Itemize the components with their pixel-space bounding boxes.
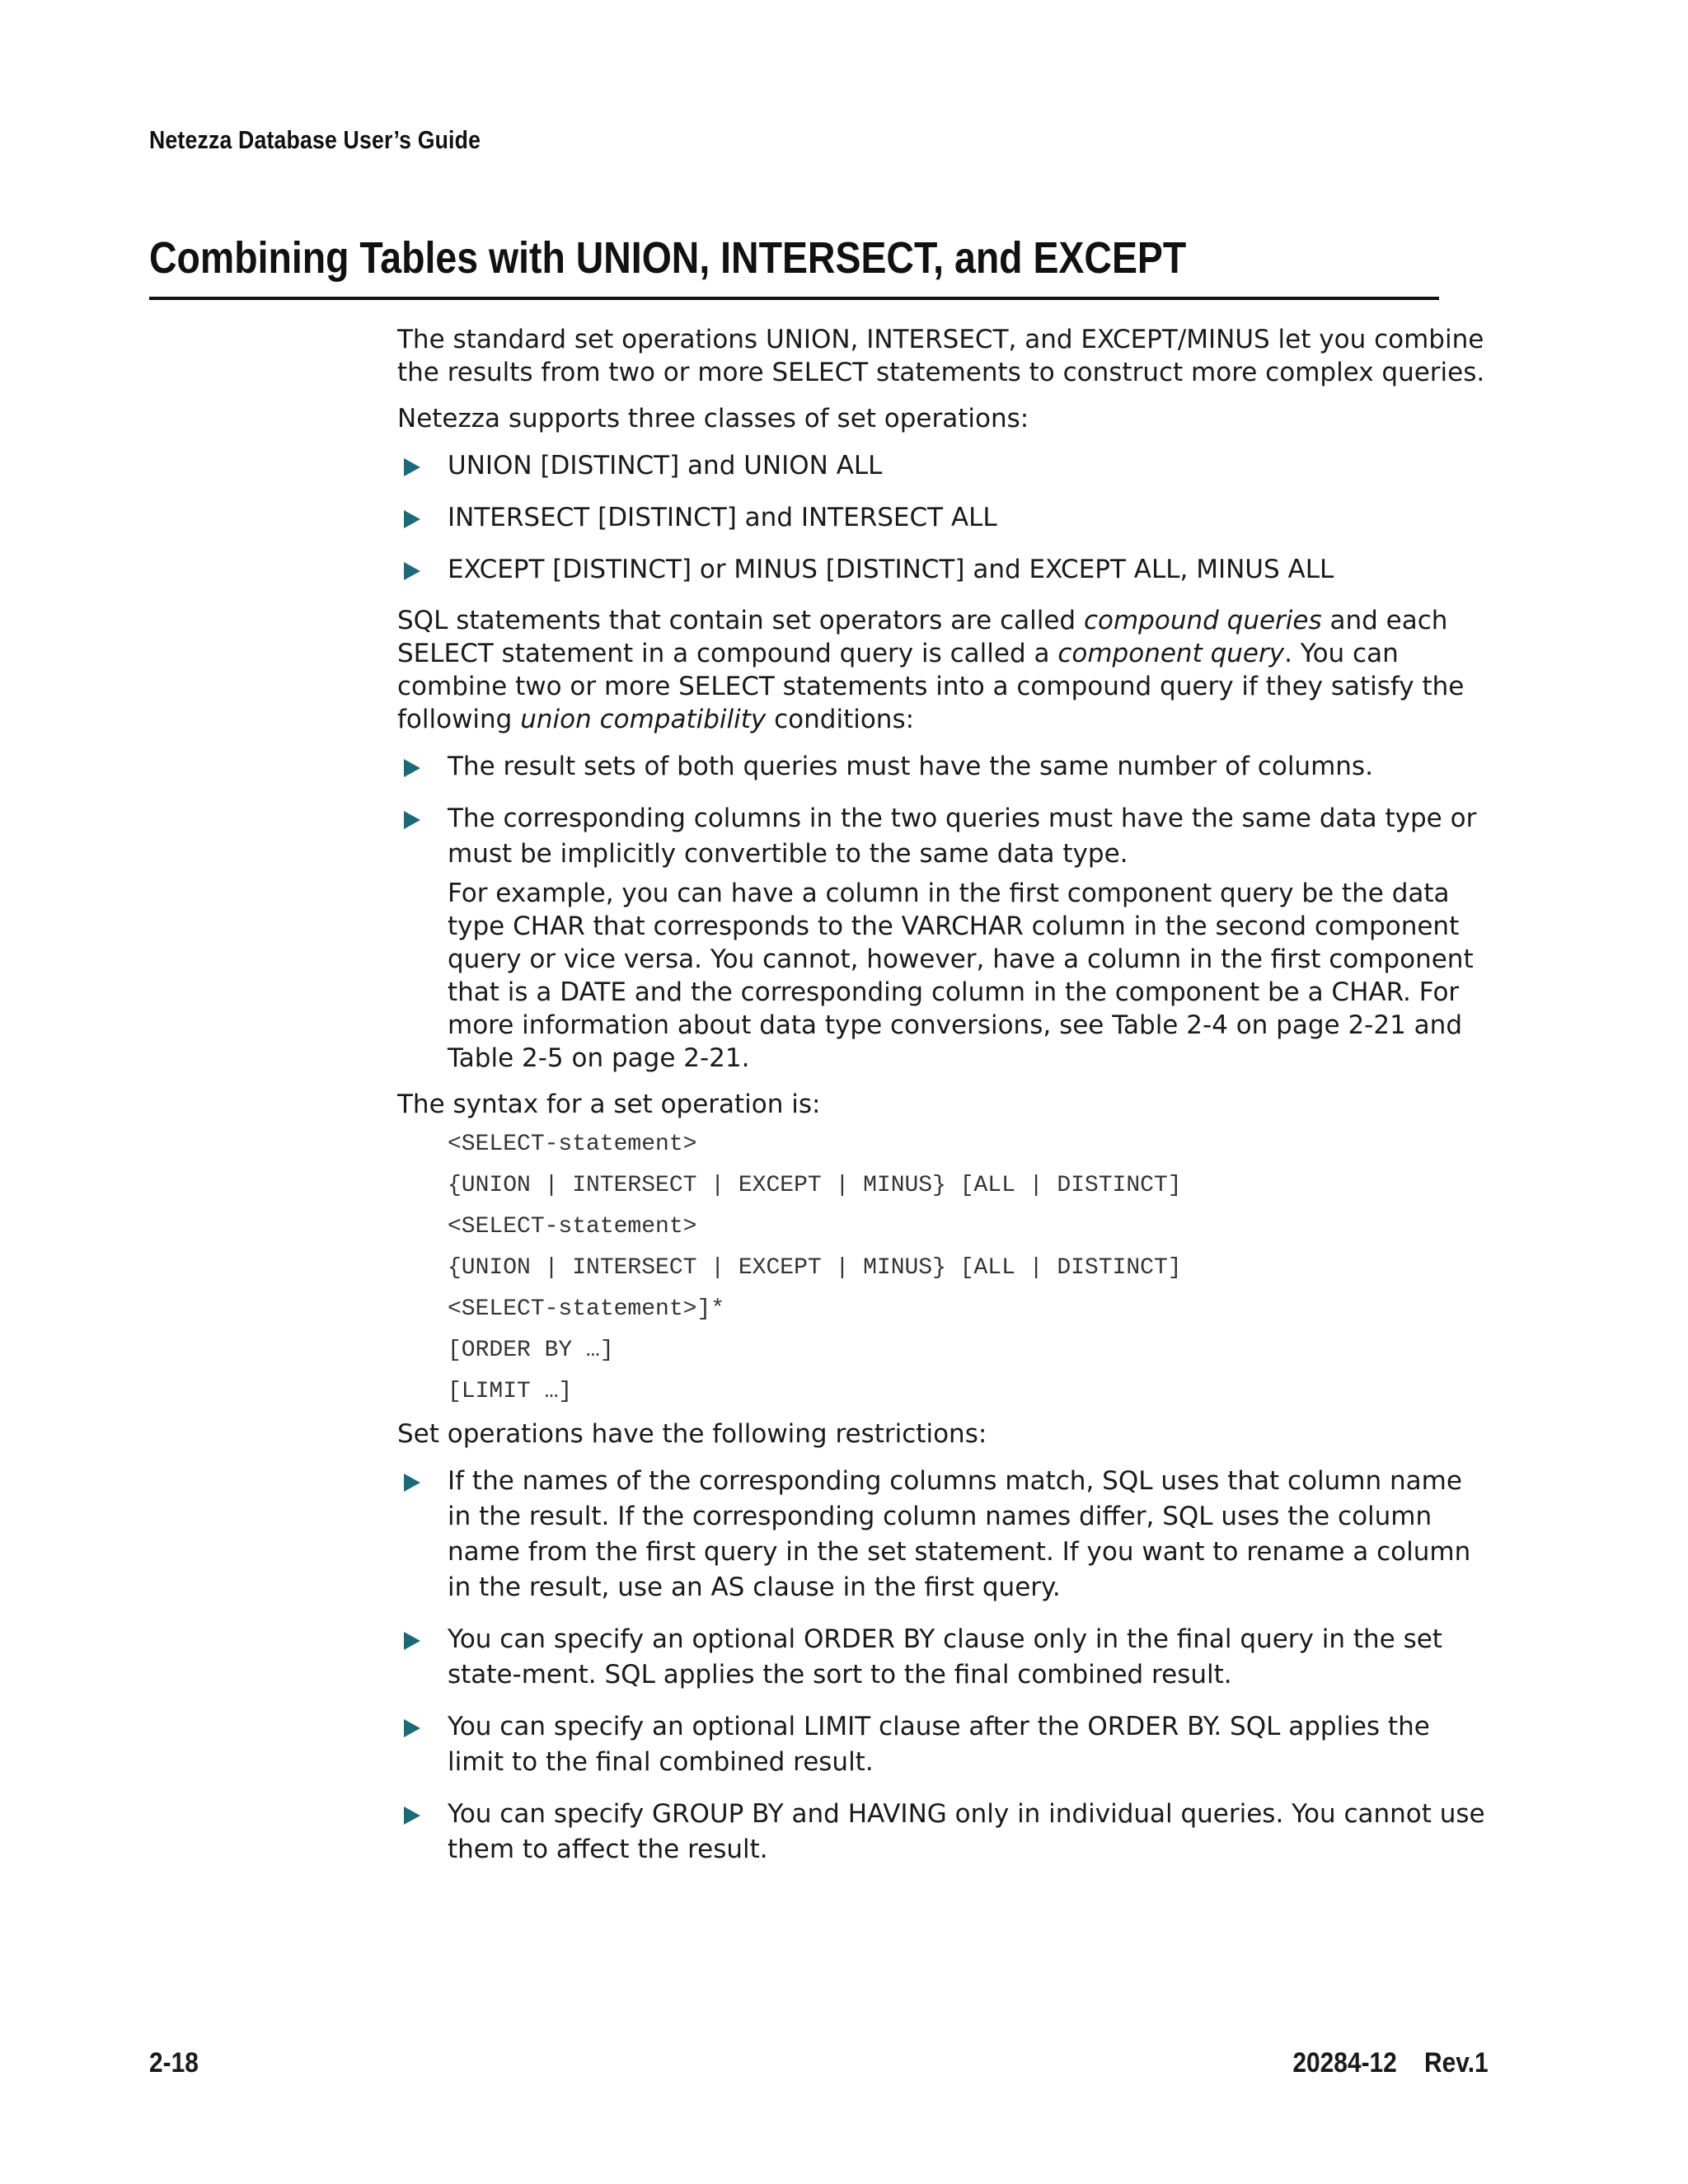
- example-note: For example, you can have a column in the first component query be the data type CHAR that corresponds to the VARCHAR column in the second component query or vice versa. You cannot, however, have a column in the first component that is a DATE and the corresponding column in the component be a CHAR. For more information about data type conversions, see Table 2-4 on page 2-21 and Table 2-5 on page 2-21.: [448, 879, 1474, 1073]
- list-item-text: You can specify GROUP BY and HAVING only in individual queries. You cannot use them to affect the result.: [448, 1799, 1485, 1864]
- list-item: [397, 1622, 1493, 1693]
- code-line: <SELECT-statement>: [448, 1132, 697, 1157]
- list-item-text: The corresponding columns in the two queries must have the same data type or must be implicitly convertible to the same data type.: [448, 804, 1477, 869]
- bullet-triangle-icon: [404, 1474, 420, 1492]
- list-item-text: EXCEPT [DISTINCT] or MINUS [DISTINCT] and EXCEPT ALL, MINUS ALL: [448, 555, 1334, 584]
- code-line: [ORDER BY …]: [448, 1338, 614, 1363]
- intro-classes-lead: Netezza supports three classes of set operations:: [397, 404, 1029, 434]
- compound-query-paragraph: [397, 604, 1493, 736]
- list-item: [397, 749, 1493, 785]
- list-item: [397, 1709, 1493, 1780]
- body-column: [397, 323, 1493, 1884]
- code-line: <SELECT-statement>]*: [448, 1296, 725, 1322]
- bullet-triangle-icon: [404, 562, 420, 580]
- term-component-query: component query: [1057, 639, 1285, 668]
- bullet-triangle-icon: [404, 759, 420, 777]
- bullet-triangle-icon: [404, 1719, 420, 1737]
- bullet-triangle-icon: [404, 458, 420, 476]
- list-item-text: You can specify an optional ORDER BY clause only in the final query in the set state-ment. SQL applies the sort to the final combined result.: [448, 1624, 1442, 1690]
- syntax-code-block: [397, 1124, 1493, 1413]
- list-item-text: If the names of the corresponding columns match, SQL uses that column name in the result. If the corresponding column names differ, SQL uses the column name from the first query in the set statement. If you want to rename a column in the result, use an AS clause in the first query.: [448, 1466, 1471, 1602]
- list-item: [397, 1797, 1493, 1868]
- list-item: [397, 1464, 1493, 1605]
- list-item: [397, 500, 1493, 536]
- bullet-triangle-icon: [404, 811, 420, 829]
- bullet-triangle-icon: [404, 1807, 420, 1825]
- text-run: conditions:: [766, 705, 915, 734]
- text-run: SQL statements that contain set operators are called: [397, 606, 1084, 635]
- running-header: Netezza Database User’s Guide: [149, 125, 481, 154]
- bullet-triangle-icon: [404, 510, 420, 528]
- title-rule: [149, 297, 1439, 300]
- bullet-triangle-icon: [404, 1632, 420, 1650]
- document-id: 20284-12 Rev.1: [1292, 2047, 1489, 2079]
- page-number: 2-18: [149, 2047, 199, 2079]
- section-title: Combining Tables with UNION, INTERSECT, and EXCEPT: [149, 233, 1187, 283]
- list-item: [397, 801, 1493, 872]
- term-compound-queries: compound queries: [1083, 606, 1322, 635]
- text-run: . You can combine two or more SELECT statements into a compound query if they satisfy the following: [397, 639, 1465, 734]
- term-union-compatibility: union compatibility: [520, 705, 767, 734]
- restrictions-intro: Set operations have the following restrictions:: [397, 1419, 987, 1449]
- text-run: and each SELECT statement in a compound query is called a: [397, 606, 1448, 668]
- list-item-text: INTERSECT [DISTINCT] and INTERSECT ALL: [448, 503, 997, 532]
- code-line: {UNION | INTERSECT | EXCEPT | MINUS} [ALL | DISTINCT]: [448, 1173, 1182, 1198]
- list-item: [397, 448, 1493, 484]
- list-item-text: UNION [DISTINCT] and UNION ALL: [448, 451, 883, 480]
- intro-paragraph: The standard set operations UNION, INTERSECT, and EXCEPT/MINUS let you combine the results from two or more SELECT statements to construct more complex queries.: [397, 325, 1485, 387]
- list-item-text: The result sets of both queries must have the same number of columns.: [448, 752, 1373, 781]
- list-item-text: You can specify an optional LIMIT clause after the ORDER BY. SQL applies the limit to the final combined result.: [448, 1712, 1430, 1777]
- syntax-intro: The syntax for a set operation is:: [397, 1090, 821, 1119]
- code-line: [LIMIT …]: [448, 1379, 573, 1404]
- code-line: <SELECT-statement>: [448, 1214, 697, 1240]
- list-item: [397, 552, 1493, 588]
- code-line: {UNION | INTERSECT | EXCEPT | MINUS} [ALL | DISTINCT]: [448, 1255, 1182, 1281]
